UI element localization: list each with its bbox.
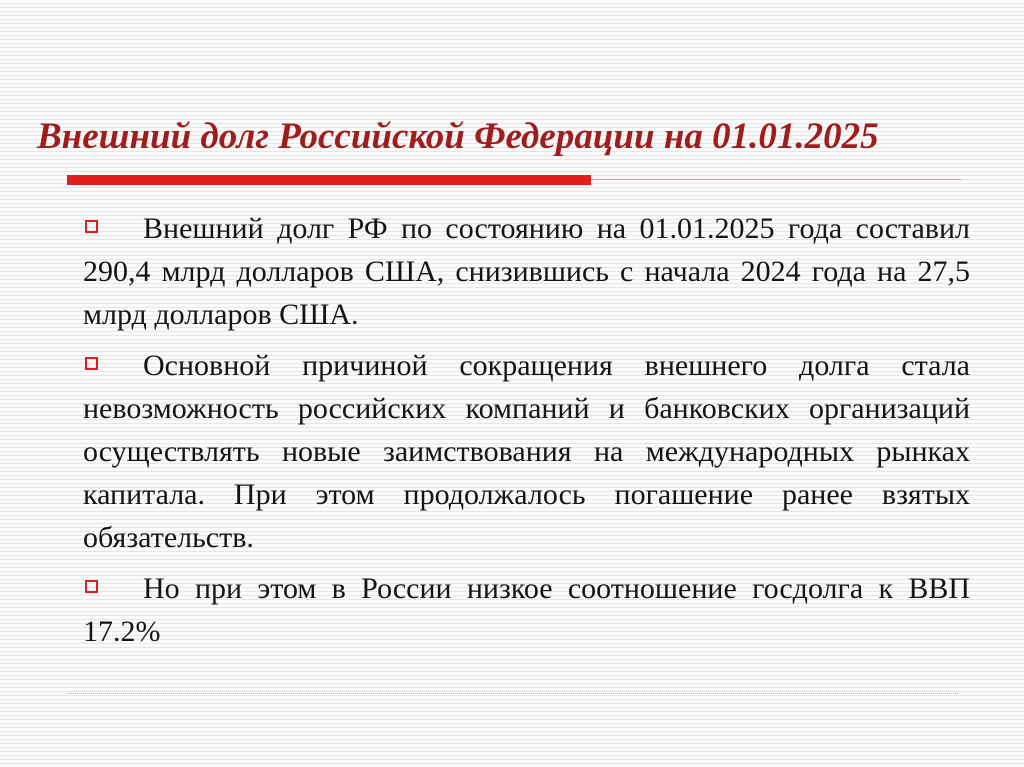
checkbox-square-icon	[85, 580, 98, 593]
bullet-text: Основной причиной сокращения внешнего долга стала невозможность российских компаний и банковских организаций осуществлять новые заимствования на международных рынках капитала. При этом продолжалось погашение ранее взятых обязательств.	[83, 349, 970, 554]
checkbox-square-icon	[85, 357, 98, 370]
footer-divider	[67, 693, 958, 695]
bullet-item	[83, 567, 970, 653]
title-underline-rule	[591, 179, 961, 180]
bullet-text: Внешний долг РФ по состоянию на 01.01.2025 года составил 290,4 млрд долларов США, снизившись с начала 2024 года на 27,5 млрд долларов США.	[83, 212, 970, 331]
bullet-text: Но при этом в России низкое соотношение госдолга к ВВП 17.2%	[83, 572, 970, 648]
title-underline-bar	[67, 175, 591, 185]
slide-title: Внешний долг Российской Федерации на 01.01.2025	[37, 116, 879, 157]
bullet-list	[83, 207, 970, 661]
bullet-item	[83, 344, 970, 559]
checkbox-square-icon	[85, 220, 98, 233]
bullet-item	[83, 207, 970, 336]
